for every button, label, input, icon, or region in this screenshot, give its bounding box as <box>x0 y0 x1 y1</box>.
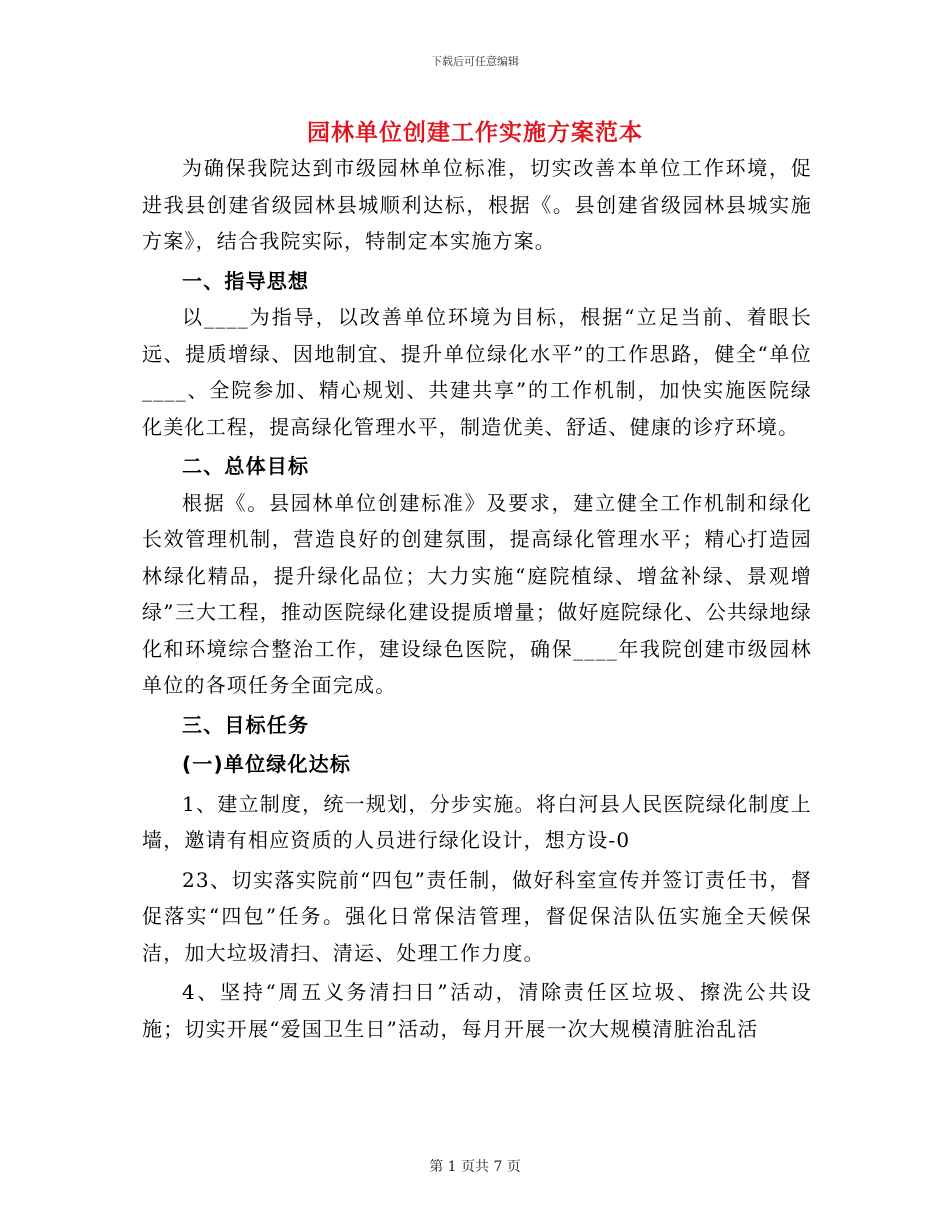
task-item-4: 4、坚持“周五义务清扫日”活动，清除责任区垃圾、擦洗公共设施；切实开展“爱国卫生日”活动，每月开展一次大规模清脏治乱活 <box>142 980 812 1041</box>
section-heading-target-tasks: 三、目标任务 <box>182 712 310 737</box>
document-title: 园林单位创建工作实施方案范本 <box>307 120 643 146</box>
document-body <box>142 150 812 1047</box>
task-item-23: 23、切实落实院前“四包”责任制，做好科室宣传并签订责任书，督促落实“四包”任务。强化日常保洁管理，督促保洁队伍实施全天候保洁，加大垃圾清扫、清运、处理工作力度。 <box>142 867 812 965</box>
page-footer: 第 1 页共 7 页 <box>429 1159 521 1175</box>
subsection-heading-greening-standard: (一)单位绿化达标 <box>182 752 352 776</box>
guiding-thought-paragraph: 以____为指导，以改善单位环境为目标，根据“立足当前、着眼长远、提质增绿、因地制宜、提升单位绿化水平”的工作思路，健全“单位____、全院参加、精心规划、共建共享”的工作机制，加快实施医院绿化美化工程，提高绿化管理水平，制造优美、舒适、健康的诊疗环境。 <box>142 305 812 439</box>
section-heading-overall-goal: 二、总体目标 <box>182 454 310 478</box>
overall-goal-paragraph: 根据《。县园林单位创建标准》及要求，建立健全工作机制和绿化长效管理机制，营造良好的创建氛围，提高绿化管理水平；精心打造园林绿化精品，提升绿化品位；大力实施“庭院植绿、增盆补绿、景观增绿”三大工程，推动医院绿化建设提质增量；做好庭院绿化、公共绿地绿化和环境综合整治工作，建设绿色医院，确保____年我院创建市级园林单位的各项任务全面完成。 <box>142 490 812 697</box>
page-header: 下载后可任意编辑 <box>431 55 519 68</box>
section-heading-guiding-thought: 一、指导思想 <box>182 268 310 293</box>
task-item-1: 1、建立制度，统一规划，分步实施。将白河县人民医院绿化制度上墙，邀请有相应资质的人员进行绿化设计，想方设-0 <box>142 791 812 852</box>
intro-paragraph: 为确保我院达到市级园林单位标准，切实改善本单位工作环境，促进我县创建省级园林县城顺利达标，根据《。县创建省级园林县城实施方案》，结合我院实际，特制定本实施方案。 <box>142 156 812 253</box>
